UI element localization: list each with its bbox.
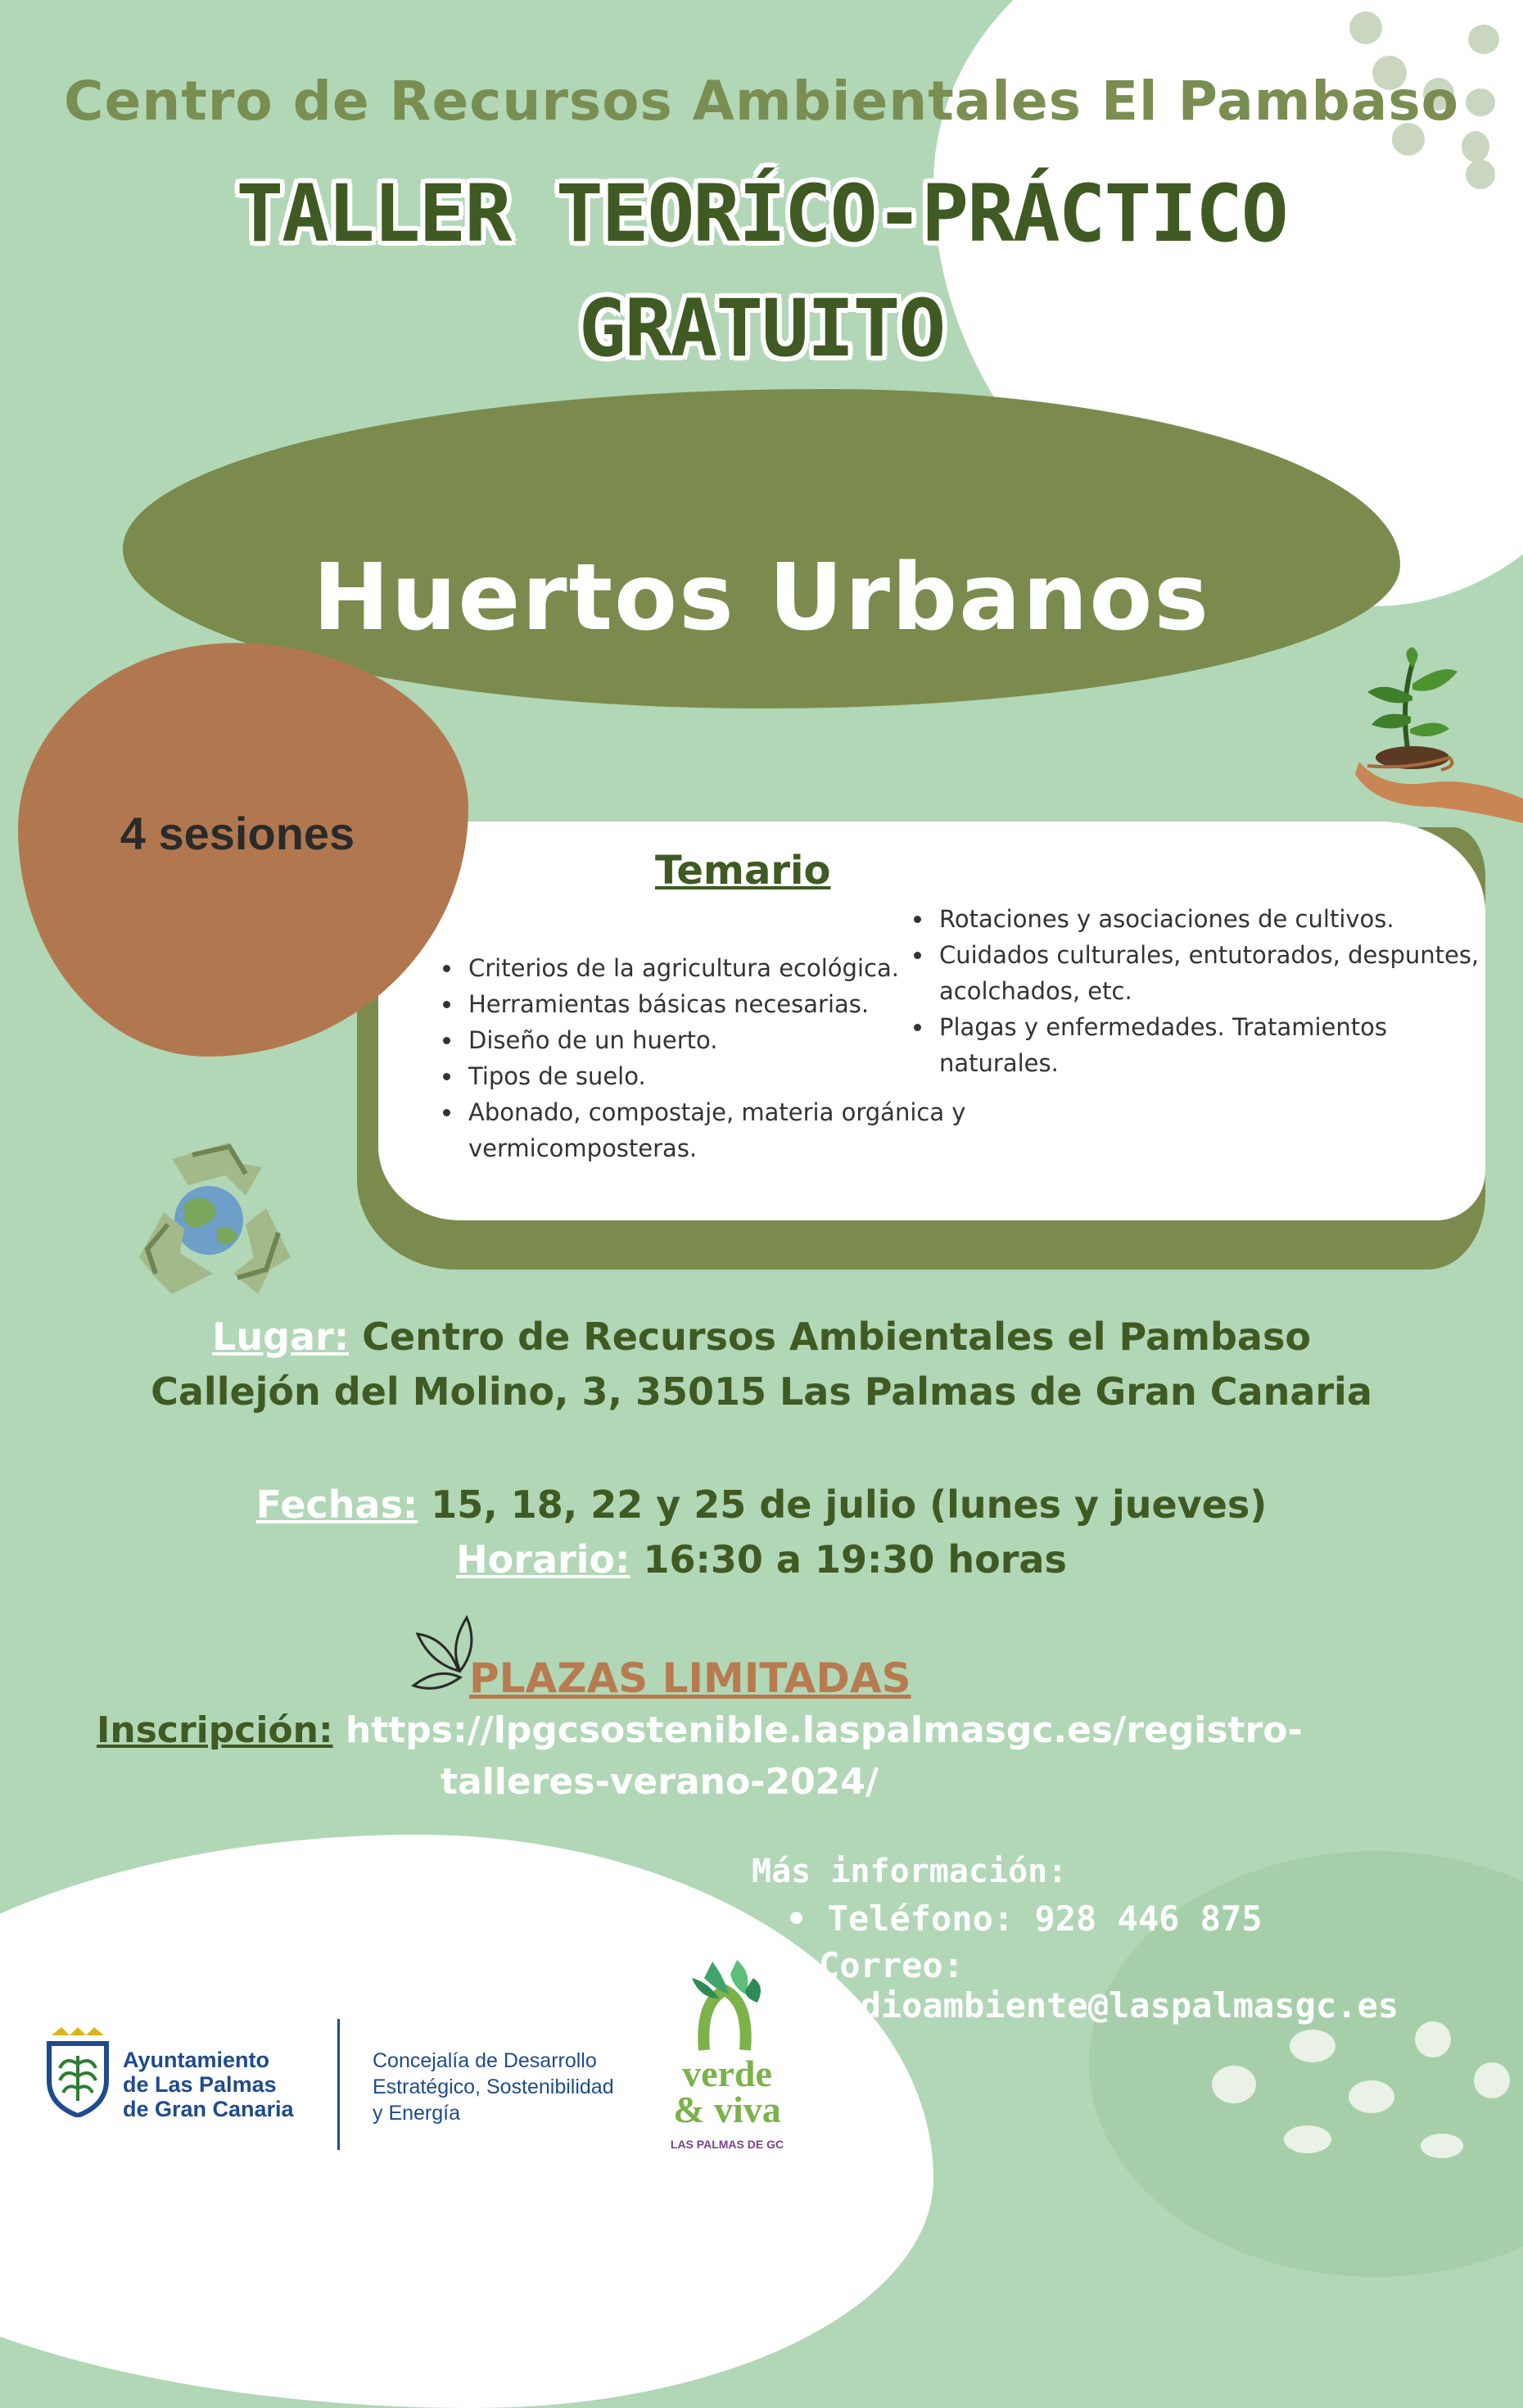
phone-number[interactable]: Teléfono: 928 446 875: [827, 1899, 1263, 1939]
logo-divider: [337, 2019, 340, 2150]
verde-viva-wordmark: [662, 2053, 793, 2130]
decor-dot: [1284, 2125, 1331, 2153]
decor-dot: [1349, 11, 1382, 44]
department-line: y Energía: [373, 2102, 461, 2125]
course-name: Huertos Urbanos: [312, 545, 1211, 651]
list-item: • Abonado, compostaje, materia orgánica y vermicomposteras.: [463, 1094, 1004, 1166]
schedule-line: [0, 1537, 1523, 1582]
schedule-value: 16:30 a 19:30 horas: [643, 1537, 1067, 1582]
limited-places-notice: PLAZAS LIMITADAS: [469, 1654, 911, 1702]
registration-label: Inscripción:: [97, 1709, 333, 1751]
location-line: [0, 1315, 1523, 1359]
wordmark-line: & viva: [673, 2089, 781, 2130]
phone-item: [786, 1899, 1263, 1939]
list-item: • Criterios de la agricultura ecológica.: [463, 950, 1004, 986]
department-name: [373, 2048, 614, 2126]
email-address[interactable]: Correo: medioambiente@laspalmasgc.es: [819, 1945, 1399, 2026]
verde-viva-tagline: LAS PALMAS DE GC: [670, 2138, 784, 2151]
sessions-count: 4 sesiones: [120, 808, 355, 859]
syllabus-list-right: [905, 901, 1507, 1081]
list-item: • Cuidados culturales, entutorados, despuntes, acolchados, etc.: [934, 937, 1507, 1009]
dates-label: Fechas:: [255, 1482, 418, 1527]
workshop-title: TALLER TEORÍCO-PRÁCTICO: [236, 168, 1287, 260]
dates-line: [0, 1482, 1523, 1527]
decor-dot: [1474, 2062, 1510, 2098]
city-council-logo-text: [123, 2048, 294, 2121]
decor-dot: [1290, 2030, 1335, 2062]
registration-link[interactable]: https://lpgcsostenible.laspalmasgc.es/registro-: [345, 1709, 1303, 1751]
workshop-free-label: GRATUITO: [578, 283, 945, 374]
decor-dot: [1349, 2080, 1394, 2113]
recycle-globe-icon: [123, 1134, 299, 1302]
address-line: Callejón del Molino, 3, 35015 Las Palmas de Gran Canaria: [151, 1369, 1372, 1414]
list-item: • Diseño de un huerto.: [463, 1022, 1004, 1058]
list-item: • Tipos de suelo.: [463, 1058, 1004, 1094]
list-item: • Rotaciones y asociaciones de cultivos.: [934, 901, 1507, 937]
decor-dot: [1415, 2021, 1451, 2057]
dates-value: 15, 18, 22 y 25 de julio (lunes y jueves): [431, 1482, 1268, 1527]
organizer-title: Centro de Recursos Ambientales El Pambaso: [64, 70, 1459, 133]
registration-link-continued[interactable]: talleres-verano-2024/: [441, 1761, 879, 1803]
wordmark-line: verde: [682, 2053, 772, 2094]
department-line: Concejalía de Desarrollo: [373, 2049, 597, 2072]
department-line: Estratégico, Sostenibilidad: [373, 2075, 614, 2098]
logo-line: de Gran Canaria: [123, 2097, 294, 2121]
location-label: Lugar:: [212, 1315, 350, 1359]
plant-in-hand-icon: [1335, 647, 1523, 827]
bullet-icon: •: [786, 1899, 807, 1939]
registration-line: [97, 1709, 1303, 1751]
logo-line: de Las Palmas: [123, 2072, 277, 2097]
location-value: Centro de Recursos Ambientales el Pambaso: [362, 1315, 1311, 1359]
more-info-heading: Más información:: [752, 1853, 1068, 1890]
decor-dot: [1468, 25, 1499, 54]
decor-dot: [1462, 131, 1489, 162]
decor-dot: [1212, 2066, 1256, 2103]
schedule-label: Horario:: [456, 1537, 630, 1582]
list-item: • Herramientas básicas necesarias.: [463, 986, 1004, 1022]
logo-line: Ayuntamiento: [123, 2048, 270, 2072]
coat-of-arms-icon: [45, 2027, 111, 2117]
list-item: • Plagas y enfermedades. Tratamientos naturales.: [934, 1009, 1507, 1081]
syllabus-heading: Temario: [655, 848, 831, 894]
verde-viva-logo: [680, 1953, 778, 2052]
